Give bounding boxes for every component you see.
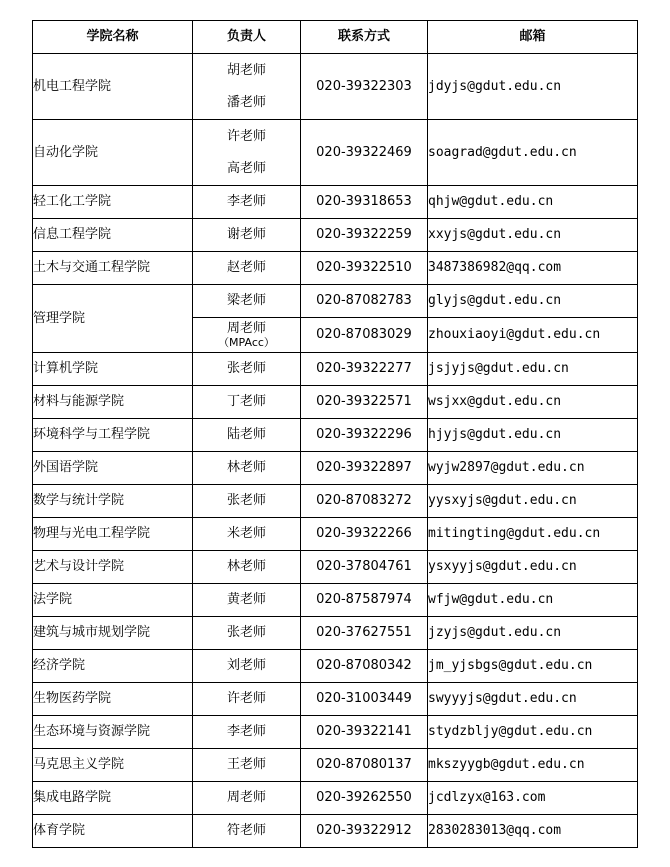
phone-number: 020-37627551 — [301, 617, 428, 650]
email-address: hjyjs@gdut.edu.cn — [428, 419, 638, 452]
college-name: 集成电路学院 — [33, 782, 193, 815]
table-row — [33, 683, 638, 716]
college-name: 经济学院 — [33, 650, 193, 683]
college-name: 环境科学与工程学院 — [33, 419, 193, 452]
phone-number: 020-39322912 — [301, 815, 428, 848]
person-name: 李老师 — [193, 716, 301, 749]
person-name: 谢老师 — [193, 219, 301, 252]
person-name: 周老师 — [193, 782, 301, 815]
phone-number: 020-39322510 — [301, 252, 428, 285]
email-address: yysxyjs@gdut.edu.cn — [428, 485, 638, 518]
email-address: glyjs@gdut.edu.cn — [428, 285, 638, 318]
phone-number: 020-39322266 — [301, 518, 428, 551]
phone-number: 020-39322571 — [301, 386, 428, 419]
table-row — [33, 386, 638, 419]
phone-number: 020-87082783 — [301, 285, 428, 318]
email-address: jcdlzyx@163.com — [428, 782, 638, 815]
table-row — [33, 584, 638, 617]
person-cell — [193, 120, 301, 186]
table-row — [33, 617, 638, 650]
email-address: jdyjs@gdut.edu.cn — [428, 54, 638, 120]
college-name: 土木与交通工程学院 — [33, 252, 193, 285]
phone-number: 020-87587974 — [301, 584, 428, 617]
person-name: 米老师 — [193, 518, 301, 551]
college-name: 体育学院 — [33, 815, 193, 848]
phone-number: 020-87080342 — [301, 650, 428, 683]
phone-number: 020-39322897 — [301, 452, 428, 485]
person-name: 张老师 — [193, 617, 301, 650]
phone-number: 020-87083029 — [301, 318, 428, 353]
table-row — [33, 120, 638, 186]
college-name: 生态环境与资源学院 — [33, 716, 193, 749]
header-email: 邮箱 — [428, 21, 638, 54]
person-name: 许老师 — [193, 683, 301, 716]
person-name: 张老师 — [193, 353, 301, 386]
person-name: 潘老师 — [226, 94, 266, 110]
phone-number: 020-87083272 — [301, 485, 428, 518]
table-row — [33, 518, 638, 551]
phone-number: 020-39262550 — [301, 782, 428, 815]
table-row — [33, 782, 638, 815]
email-address: 2830283013@qq.com — [428, 815, 638, 848]
college-name: 计算机学院 — [33, 353, 193, 386]
phone-number: 020-39322277 — [301, 353, 428, 386]
email-address: xxyjs@gdut.edu.cn — [428, 219, 638, 252]
person-name: 高老师 — [226, 160, 266, 176]
college-name: 艺术与设计学院 — [33, 551, 193, 584]
person-name: 胡老师 — [226, 62, 266, 78]
person-name: 周老师 — [226, 321, 266, 336]
person-name: 刘老师 — [193, 650, 301, 683]
email-address: jsjyjs@gdut.edu.cn — [428, 353, 638, 386]
email-address: swyyyjs@gdut.edu.cn — [428, 683, 638, 716]
college-name: 物理与光电工程学院 — [33, 518, 193, 551]
email-address: ysxyyjs@gdut.edu.cn — [428, 551, 638, 584]
person-name: 梁老师 — [193, 285, 301, 318]
college-name: 材料与能源学院 — [33, 386, 193, 419]
table-row — [33, 252, 638, 285]
email-address: qhjw@gdut.edu.cn — [428, 186, 638, 219]
table-row — [33, 815, 638, 848]
college-name: 马克思主义学院 — [33, 749, 193, 782]
table-row — [33, 749, 638, 782]
header-person: 负责人 — [193, 21, 301, 54]
college-name: 机电工程学院 — [33, 54, 193, 120]
person-name: 符老师 — [193, 815, 301, 848]
phone-number: 020-39322259 — [301, 219, 428, 252]
phone-number: 020-37804761 — [301, 551, 428, 584]
email-address: stydzbljy@gdut.edu.cn — [428, 716, 638, 749]
phone-number: 020-39318653 — [301, 186, 428, 219]
phone-number: 020-87080137 — [301, 749, 428, 782]
email-address: zhouxiaoyi@gdut.edu.cn — [428, 318, 638, 353]
college-contacts-table — [32, 20, 638, 848]
email-address: 3487386982@qq.com — [428, 252, 638, 285]
person-name: 赵老师 — [193, 252, 301, 285]
table-row — [33, 551, 638, 584]
person-name: 黄老师 — [193, 584, 301, 617]
table-row — [33, 285, 638, 318]
college-name: 信息工程学院 — [33, 219, 193, 252]
email-address: jzyjs@gdut.edu.cn — [428, 617, 638, 650]
email-address: wsjxx@gdut.edu.cn — [428, 386, 638, 419]
email-address: mkszyygb@gdut.edu.cn — [428, 749, 638, 782]
table-row — [33, 219, 638, 252]
person-name: 林老师 — [193, 551, 301, 584]
table-row — [33, 485, 638, 518]
phone-number: 020-39322141 — [301, 716, 428, 749]
person-name: 许老师 — [226, 128, 266, 144]
phone-number: 020-31003449 — [301, 683, 428, 716]
header-phone: 联系方式 — [301, 21, 428, 54]
college-name: 轻工化工学院 — [33, 186, 193, 219]
table-row — [33, 716, 638, 749]
college-name: 法学院 — [33, 584, 193, 617]
email-address: soagrad@gdut.edu.cn — [428, 120, 638, 186]
college-name: 自动化学院 — [33, 120, 193, 186]
person-name: 李老师 — [193, 186, 301, 219]
table-row — [33, 419, 638, 452]
phone-number: 020-39322296 — [301, 419, 428, 452]
table-row — [33, 353, 638, 386]
college-name: 生物医药学院 — [33, 683, 193, 716]
table-row — [33, 54, 638, 120]
person-name: 王老师 — [193, 749, 301, 782]
person-name: 林老师 — [193, 452, 301, 485]
college-name: 数学与统计学院 — [33, 485, 193, 518]
person-name: 张老师 — [193, 485, 301, 518]
person-cell — [193, 318, 301, 353]
college-name: 建筑与城市规划学院 — [33, 617, 193, 650]
person-name: 丁老师 — [193, 386, 301, 419]
college-name: 外国语学院 — [33, 452, 193, 485]
email-address: jm_yjsbgs@gdut.edu.cn — [428, 650, 638, 683]
phone-number: 020-39322469 — [301, 120, 428, 186]
table-row — [33, 650, 638, 683]
email-address: mitingting@gdut.edu.cn — [428, 518, 638, 551]
college-name: 管理学院 — [33, 285, 193, 353]
person-cell — [193, 54, 301, 120]
email-address: wyjw2897@gdut.edu.cn — [428, 452, 638, 485]
header-college: 学院名称 — [33, 21, 193, 54]
header-row — [33, 21, 638, 54]
phone-number: 020-39322303 — [301, 54, 428, 120]
person-name: 陆老师 — [193, 419, 301, 452]
person-note: （MPAcc） — [218, 336, 275, 349]
table-row — [33, 452, 638, 485]
table-row — [33, 186, 638, 219]
email-address: wfjw@gdut.edu.cn — [428, 584, 638, 617]
